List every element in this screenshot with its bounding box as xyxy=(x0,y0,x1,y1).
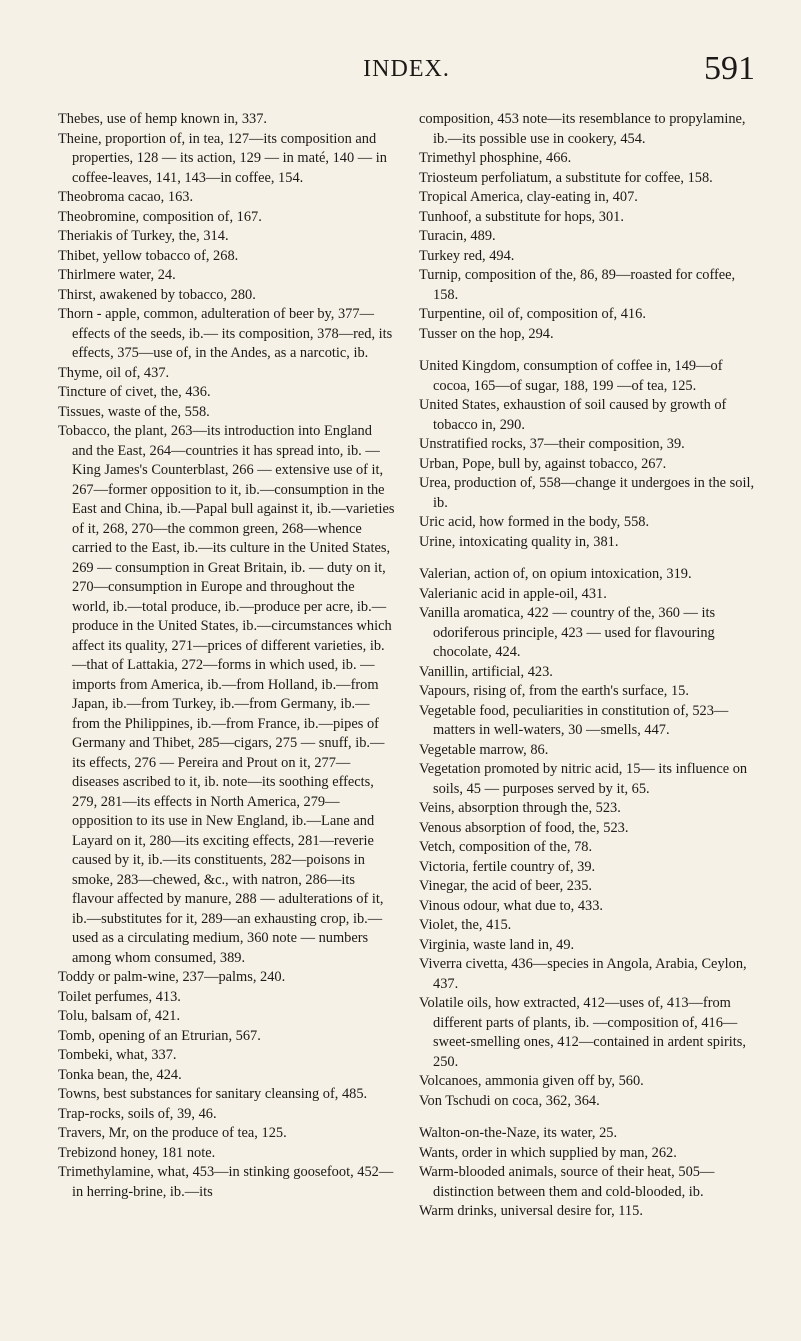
index-entry: Trebizond honey, 181 note. xyxy=(58,1144,216,1161)
index-entry: Thyme, oil of, 437. xyxy=(58,364,170,381)
index-entry: composition, 453 note—its resemblance to propylamine, ib.—its possible use in cookery, 454. xyxy=(419,111,746,147)
index-entry: Trap-rocks, soils of, 39, 46. xyxy=(58,1105,217,1122)
index-entry: Tusser on the hop, 294. xyxy=(419,325,554,342)
index-entry: Tonka bean, the, 424. xyxy=(58,1066,182,1083)
index-entry: Tincture of civet, the, 436. xyxy=(58,384,211,400)
page-header xyxy=(58,0,755,110)
index-entry: Wants, order in which supplied by man, 262. xyxy=(419,1144,677,1161)
index-entry: Tobacco, the plant, 263—its introduction into England and the East, 264—countries it has spread into, ib. — King James's Counterblast, 266 — extensive use of it, 267—former opposition to it, ib.—consumption in the East and China, ib.—Papal bull against it, ib.—varieties of it, 268, 270—the common green, 268—whence carried to the East, ib.—its culture in the United States, 269 — consumption in Great Britain, ib. — duty on it, 270—consumption in Europe and throughout the world, ib.—total produce, ib.—produce per acre, ib.—produce in the United States, ib.—circumstances which affect its quality, 271—prices of different varieties, ib.—that of Lattakia, 272—forms in which used, ib. —imports from America, ib.—from Holland, ib.—from Japan, ib.—from Turkey, ib.—from Germany, ib.—from the Philippines, ib.—from France, ib.—pipes of Germany and Thibet, 285—cigars, 275 — snuff, ib.—its effects, 276 — Pereira and Prout on it, 277—diseases ascribed to it, ib. note—its soothing effects, 279, 281—its effects in North America, 279—opposition to its use in New England, ib.—Lane and Layard on it, 280—its exciting effects, 281—reverie caused by it, ib.—its constituents, 282—poisons in smoke, 283—chewed, &c., with natron, 286—its flavour affected by manure, 288 — adulterations of it, ib.—substitutes for it, 289—an exhausting crop, ib.— used as a circulating medium, 360 note — numbers among whom consumed, 389. xyxy=(58,423,395,966)
index-entry: Theobroma cacao, 163. xyxy=(58,189,194,205)
right-column xyxy=(419,110,756,1222)
index-entry: Theriakis of Turkey, the, 314. xyxy=(58,228,229,244)
index-entry: Theobromine, composition of, 167. xyxy=(58,208,262,225)
index-entry: Victoria, fertile country of, 39. xyxy=(419,858,596,875)
index-columns xyxy=(58,110,755,1222)
index-entry: Trimethyl phosphine, 466. xyxy=(419,150,572,166)
index-entry: Tropical America, clay-eating in, 407. xyxy=(419,189,638,205)
index-entry: Triosteum perfoliatum, a substitute for coffee, 158. xyxy=(419,169,713,186)
index-entry: Tissues, waste of the, 558. xyxy=(58,403,210,420)
index-entry: Thirlmere water, 24. xyxy=(58,267,176,283)
index-entry: Warm-blooded animals, source of their heat, 505—distinction between them and cold-blooded, ib. xyxy=(419,1164,715,1200)
index-entry: Towns, best substances for sanitary cleansing of, 485. xyxy=(58,1086,368,1102)
index-entry: Veins, absorption through the, 523. xyxy=(419,800,621,816)
index-entry: Vanillin, artificial, 423. xyxy=(419,663,553,680)
index-entry: Turkey red, 494. xyxy=(419,247,515,264)
index-entry: Turnip, composition of the, 86, 89—roasted for coffee, 158. xyxy=(419,267,736,303)
index-entry: Vetch, composition of the, 78. xyxy=(419,839,593,855)
index-entry: Valerian, action of, on opium intoxication, 319. xyxy=(419,566,692,582)
running-title: INDEX. xyxy=(363,56,450,82)
index-entry: Thibet, yellow tobacco of, 268. xyxy=(58,247,239,264)
index-entry: Theine, proportion of, in tea, 127—its composition and properties, 128 — its action, 129 — in maté, 140 — in coffee-leaves, 141, 143—in coffee, 154. xyxy=(58,130,387,186)
index-entry: Volcanoes, ammonia given off by, 560. xyxy=(419,1073,644,1089)
index-entry: Toilet perfumes, 413. xyxy=(58,988,181,1005)
index-entry: Vegetable marrow, 86. xyxy=(419,741,549,758)
index-entry: Thorn - apple, common, adulteration of beer by, 377—effects of the seeds, ib.— its composition, 378—red, its effects, 375—use of, in the Andes, as a narcotic, ib. xyxy=(58,306,393,361)
index-entry: Walton-on-the-Naze, its water, 25. xyxy=(419,1125,618,1141)
index-entry: Von Tschudi on coca, 362, 364. xyxy=(419,1092,600,1109)
index-entry: Vegetation promoted by nitric acid, 15— its influence on soils, 45 — purposes served by it, 65. xyxy=(419,761,748,797)
index-entry: Volatile oils, how extracted, 412—uses of, 413—from different parts of plants, ib. —composition of, 416—sweet-smelling ones, 412—contained in ardent spirits, 250. xyxy=(419,995,746,1070)
index-entry: Thebes, use of hemp known in, 337. xyxy=(58,111,268,127)
index-entry: Urea, production of, 558—change it undergoes in the soil, ib. xyxy=(419,475,755,511)
index-entry: Viverra civetta, 436—species in Angola, Arabia, Ceylon, 437. xyxy=(419,956,747,992)
index-entry: Thirst, awakened by tobacco, 280. xyxy=(58,286,256,303)
index-entry: Toddy or palm-wine, 237—palms, 240. xyxy=(58,969,286,985)
index-entry: Tombeki, what, 337. xyxy=(58,1047,177,1063)
index-entry: Violet, the, 415. xyxy=(419,917,512,933)
index-entry: Urban, Pope, bull by, against tobacco, 267. xyxy=(419,455,667,472)
index-entry: Tomb, opening of an Etrurian, 567. xyxy=(58,1027,261,1044)
index-entry: United Kingdom, consumption of coffee in, 149—of cocoa, 165—of sugar, 188, 199 —of tea, 125. xyxy=(419,358,723,394)
page-number: 591 xyxy=(704,50,755,87)
index-entry: Turpentine, oil of, composition of, 416. xyxy=(419,306,646,322)
index-entry: Vapours, rising of, from the earth's surface, 15. xyxy=(419,683,689,699)
index-entry: Travers, Mr, on the produce of tea, 125. xyxy=(58,1125,287,1141)
index-entry: Venous absorption of food, the, 523. xyxy=(419,819,629,836)
index-entry: Valerianic acid in apple-oil, 431. xyxy=(419,585,607,602)
index-entry: Tunhoof, a substitute for hops, 301. xyxy=(419,208,624,225)
index-entry: Tolu, balsam of, 421. xyxy=(58,1008,181,1024)
index-entry: Urine, intoxicating quality in, 381. xyxy=(419,533,619,550)
index-entry: Trimethylamine, what, 453—in stinking goosefoot, 452—in herring-brine, ib.—its xyxy=(58,1164,394,1200)
index-entry: Virginia, waste land in, 49. xyxy=(419,936,575,953)
index-entry: Vinegar, the acid of beer, 235. xyxy=(419,878,592,894)
index-entry: Vinous odour, what due to, 433. xyxy=(419,897,604,914)
index-entry: Vanilla aromatica, 422 — country of the, 360 — its odoriferous principle, 423 — used for flavouring chocolate, 424. xyxy=(419,605,716,660)
left-column xyxy=(58,110,395,1222)
index-entry: Uric acid, how formed in the body, 558. xyxy=(419,514,650,530)
index-entry: Warm drinks, universal desire for, 115. xyxy=(419,1203,643,1219)
index-entry: Vegetable food, peculiarities in constitution of, 523—matters in well-waters, 30 —smells, 447. xyxy=(419,702,729,738)
index-entry: Turacin, 489. xyxy=(419,228,496,244)
index-entry: United States, exhaustion of soil caused by growth of tobacco in, 290. xyxy=(419,397,727,433)
index-entry: Unstratified rocks, 37—their composition, 39. xyxy=(419,436,685,452)
